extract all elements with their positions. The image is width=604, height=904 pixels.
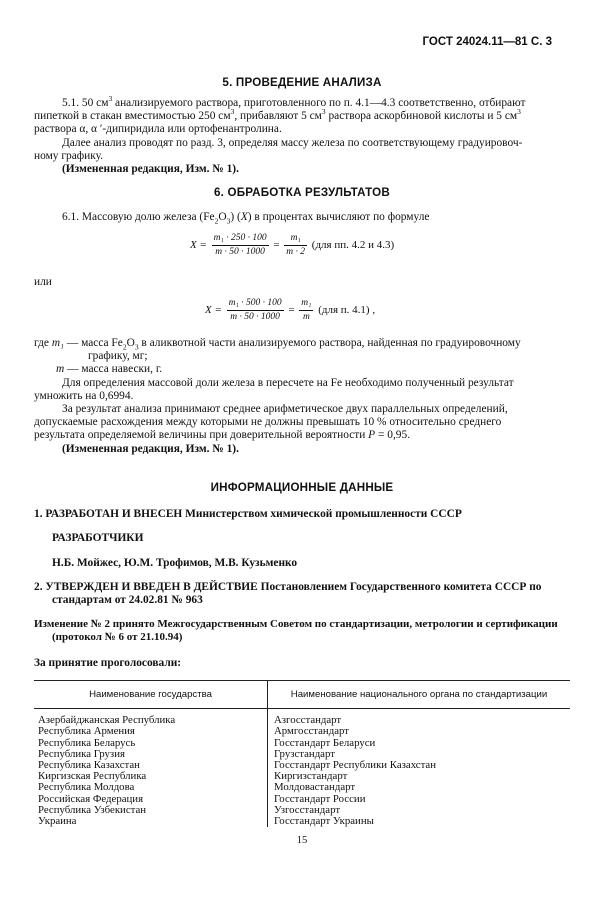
formula-legend: где m₁ — масса $Fe_2O_3$ в аликвотной части анализируемого раствора, найденная по градуировочному графику, мг; m — масса навески, г. Для определения массовой доли железа в пересчете на Fe необходимо полученный результат умножить на 0,6994. За результат анализа принимают среднее арифметическое двух параллельных определений, допускаемые расхождения между которыми не должны превышать 10 % относительно среднего результата определяемой величины при доверительной вероятности P = 0,95. (Измененная редакция, Изм. № 1). xyxy=(34,337,574,456)
table-header-state: Наименование государства xyxy=(34,681,268,709)
or-word: или xyxy=(34,276,52,288)
standards-body-name: Госстандарт Республики Казахстан xyxy=(274,759,436,772)
state-name: Азербайджанская Республика xyxy=(34,709,268,727)
info-item-2: 2. УТВЕРЖДЕН И ВВЕДЕН В ДЕЙСТВИЕ Постановлением Государственного комитета СССР по стандартам от 24.02.81 № 963 xyxy=(34,581,542,607)
table-row xyxy=(34,782,570,793)
standards-body-name: Грузстандарт xyxy=(274,747,335,760)
info-title: ИНФОРМАЦИОННЫЕ ДАННЫЕ xyxy=(210,481,394,494)
table-row xyxy=(34,709,570,727)
table-row xyxy=(34,816,570,827)
standards-body-name: Азгосстандарт xyxy=(274,714,342,727)
paragraph-6-1: 6.1. Массовую долю железа $(Fe_2O_3)$ (X) в процентах вычисляют по формуле xyxy=(62,211,430,226)
state-name: Республика Армения xyxy=(34,726,268,737)
formula-2: X = $\frac{\text{m₁ · 500 · 100}}{m \cdot 50 \cdot 1000}$ = $\frac{\text{m₁}}{m}$ (для п. 4.1) , xyxy=(205,298,376,322)
states-table xyxy=(34,680,570,827)
developers-label: РАЗРАБОТЧИКИ xyxy=(52,532,144,544)
state-name: Российская Федерация xyxy=(34,794,268,805)
state-name: Киргизская Республика xyxy=(34,771,268,782)
info-item-1: 1. РАЗРАБОТАН И ВНЕСЕН Министерством химической промышленности СССР xyxy=(34,508,462,520)
standards-body-name: Молдовастандарт xyxy=(274,781,356,794)
change-2-note: Изменение № 2 принято Межгосударственным Советом по стандартизации, метрологии и сертификации (протокол № 6 от 21.10.94) xyxy=(34,618,558,644)
state-name: Республика Грузия xyxy=(34,749,268,760)
section-5-note: (Измененная редакция, Изм. № 1). xyxy=(62,163,239,176)
state-name: Республика Узбекистан xyxy=(34,805,268,816)
table-header-body: Наименование национального органа по стандартизации xyxy=(268,681,571,709)
state-name: Республика Беларусь xyxy=(34,738,268,749)
state-name: Республика Молдова xyxy=(34,782,268,793)
paragraph-5-1: 5.1. 50 $см^3$ анализируемого раствора, приготовленного по п. 4.1—4.3 соответственно, отбирают пипеткой в стакан вместимостью 250 $см^3$, прибавляют 5 $см^3$ раствора аскорбиновой кислоты и 5 $см^3$ раствора α, α ′-дипиридила или ортофенантролина. Далее анализ проводят по разд. 3, определяя массу железа по соответствующему градуировоч- ному графику. (Измененная редакция, Изм. № 1). xyxy=(34,97,570,176)
developers-names: Н.Б. Мойжес, Ю.М. Трофимов, М.В. Кузьменко xyxy=(52,557,298,569)
section-6-title: 6. ОБРАБОТКА РЕЗУЛЬТАТОВ xyxy=(214,186,390,199)
table-row xyxy=(34,726,570,737)
page-header-doc-ref: ГОСТ 24024.11—81 С. 3 xyxy=(422,36,552,48)
state-name: Украина xyxy=(34,816,268,827)
formula-1: X = $\frac{\text{m₁ · 250 · 100}}{m \cdot 50 \cdot 1000}$ = $\frac{\text{m₁}}{m \cdot 2}$ (для пп. 4.2 и 4.3) xyxy=(190,233,395,257)
standards-body-name: Киргизстандарт xyxy=(274,770,348,783)
voted-label: За принятие проголосовали: xyxy=(34,657,182,669)
standards-body-name: Узгосстандарт xyxy=(274,803,341,816)
section-6-note: (Измененная редакция, Изм. № 1). xyxy=(62,442,239,455)
standards-body-name: Госстандарт Беларуси xyxy=(274,736,376,749)
standards-body-name: Армгосстандарт xyxy=(274,725,349,738)
standards-body-name: Госстандарт России xyxy=(274,792,366,805)
section-5-title: 5. ПРОВЕДЕНИЕ АНАЛИЗА xyxy=(222,76,382,89)
page-number: 15 xyxy=(296,835,308,846)
standards-body-name: Госстандарт Украины xyxy=(274,815,374,828)
state-name: Республика Казахстан xyxy=(34,760,268,771)
